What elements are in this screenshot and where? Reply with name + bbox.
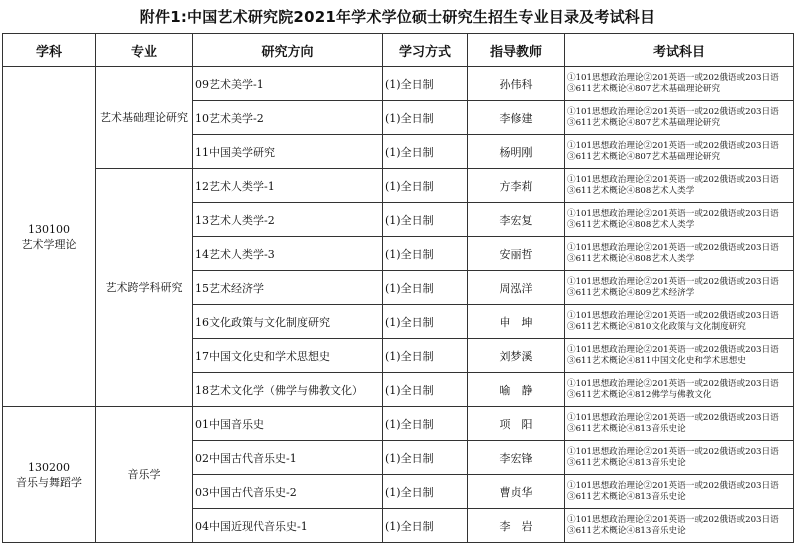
research-direction-cell: 12艺术人类学-1 <box>193 169 383 203</box>
tutor-cell: 李宏锋 <box>468 441 565 475</box>
major-cell: 艺术跨学科研究 <box>96 169 193 407</box>
tutor-cell: 周泓洋 <box>468 271 565 305</box>
tutor-cell: 杨明刚 <box>468 135 565 169</box>
table-row <box>3 407 794 441</box>
exam-subjects-cell: ①101思想政治理论②201英语一或202俄语或203日语③611艺术概论④813音乐史论 <box>565 441 794 475</box>
research-direction-cell: 02中国古代音乐史-1 <box>193 441 383 475</box>
document-title: 附件1:中国艺术研究院2021年学术学位硕士研究生招生专业目录及考试科目 <box>139 8 656 26</box>
research-direction-cell: 11中国美学研究 <box>193 135 383 169</box>
exam-subjects-cell: ①101思想政治理论②201英语一或202俄语或203日语③611艺术概论④808艺术人类学 <box>565 169 794 203</box>
exam-subjects-cell: ①101思想政治理论②201英语一或202俄语或203日语③611艺术概论④813音乐史论 <box>565 407 794 441</box>
discipline-name: 艺术学理论 <box>21 237 77 251</box>
tutor-cell: 刘梦溪 <box>468 339 565 373</box>
study-mode-cell: (1)全日制 <box>383 339 468 373</box>
research-direction-cell: 18艺术文化学（佛学与佛教文化） <box>193 373 383 407</box>
exam-subjects-cell: ①101思想政治理论②201英语一或202俄语或203日语③611艺术概论④807艺术基础理论研究 <box>565 101 794 135</box>
study-mode-cell: (1)全日制 <box>383 101 468 135</box>
tutor-cell: 李修建 <box>468 101 565 135</box>
tutor-cell: 申 坤 <box>468 305 565 339</box>
study-mode-cell: (1)全日制 <box>383 407 468 441</box>
major-cell: 艺术基础理论研究 <box>96 67 193 169</box>
tutor-cell: 项 阳 <box>468 407 565 441</box>
research-direction-cell: 09艺术美学-1 <box>193 67 383 101</box>
table-row <box>3 67 794 101</box>
header-row <box>3 34 794 67</box>
header-exam-subjects: 考试科目 <box>565 34 794 67</box>
exam-subjects-cell: ①101思想政治理论②201英语一或202俄语或203日语③611艺术概论④809艺术经济学 <box>565 271 794 305</box>
exam-subjects-cell: ①101思想政治理论②201英语一或202俄语或203日语③611艺术概论④808艺术人类学 <box>565 237 794 271</box>
research-direction-cell: 01中国音乐史 <box>193 407 383 441</box>
study-mode-cell: (1)全日制 <box>383 509 468 543</box>
tutor-cell: 方李莉 <box>468 169 565 203</box>
study-mode-cell: (1)全日制 <box>383 237 468 271</box>
exam-subjects-cell: ①101思想政治理论②201英语一或202俄语或203日语③611艺术概论④807艺术基础理论研究 <box>565 67 794 101</box>
exam-subjects-cell: ①101思想政治理论②201英语一或202俄语或203日语③611艺术概论④813音乐史论 <box>565 509 794 543</box>
exam-subjects-cell: ①101思想政治理论②201英语一或202俄语或203日语③611艺术概论④813音乐史论 <box>565 475 794 509</box>
research-direction-cell: 10艺术美学-2 <box>193 101 383 135</box>
exam-subjects-cell: ①101思想政治理论②201英语一或202俄语或203日语③611艺术概论④808艺术人类学 <box>565 203 794 237</box>
research-direction-cell: 17中国文化史和学术思想史 <box>193 339 383 373</box>
discipline-code: 130100 <box>28 222 70 236</box>
header-tutor: 指导教师 <box>468 34 565 67</box>
tutor-cell: 安丽哲 <box>468 237 565 271</box>
admission-catalog-table <box>2 33 794 543</box>
research-direction-cell: 15艺术经济学 <box>193 271 383 305</box>
exam-subjects-cell: ①101思想政治理论②201英语一或202俄语或203日语③611艺术概论④812佛学与佛教文化 <box>565 373 794 407</box>
header-research-direction: 研究方向 <box>193 34 383 67</box>
header-major: 专业 <box>96 34 193 67</box>
research-direction-cell: 14艺术人类学-3 <box>193 237 383 271</box>
exam-subjects-cell: ①101思想政治理论②201英语一或202俄语或203日语③611艺术概论④807艺术基础理论研究 <box>565 135 794 169</box>
discipline-cell <box>3 67 96 407</box>
major-cell: 音乐学 <box>96 407 193 543</box>
research-direction-cell: 13艺术人类学-2 <box>193 203 383 237</box>
header-discipline: 学科 <box>3 34 96 67</box>
tutor-cell: 喻 静 <box>468 373 565 407</box>
table-body <box>3 67 794 543</box>
study-mode-cell: (1)全日制 <box>383 67 468 101</box>
research-direction-cell: 03中国古代音乐史-2 <box>193 475 383 509</box>
study-mode-cell: (1)全日制 <box>383 169 468 203</box>
study-mode-cell: (1)全日制 <box>383 203 468 237</box>
study-mode-cell: (1)全日制 <box>383 441 468 475</box>
discipline-cell <box>3 407 96 543</box>
study-mode-cell: (1)全日制 <box>383 373 468 407</box>
header-study-mode: 学习方式 <box>383 34 468 67</box>
tutor-cell: 李宏复 <box>468 203 565 237</box>
research-direction-cell: 16文化政策与文化制度研究 <box>193 305 383 339</box>
tutor-cell: 孙伟科 <box>468 67 565 101</box>
study-mode-cell: (1)全日制 <box>383 271 468 305</box>
exam-subjects-cell: ①101思想政治理论②201英语一或202俄语或203日语③611艺术概论④810文化政策与文化制度研究 <box>565 305 794 339</box>
discipline-name: 音乐与舞蹈学 <box>16 475 82 489</box>
exam-subjects-cell: ①101思想政治理论②201英语一或202俄语或203日语③611艺术概论④811中国文化史和学术思想史 <box>565 339 794 373</box>
study-mode-cell: (1)全日制 <box>383 305 468 339</box>
tutor-cell: 李 岩 <box>468 509 565 543</box>
table-row <box>3 169 794 203</box>
study-mode-cell: (1)全日制 <box>383 475 468 509</box>
study-mode-cell: (1)全日制 <box>383 135 468 169</box>
discipline-code: 130200 <box>28 460 70 474</box>
tutor-cell: 曹贞华 <box>468 475 565 509</box>
research-direction-cell: 04中国近现代音乐史-1 <box>193 509 383 543</box>
